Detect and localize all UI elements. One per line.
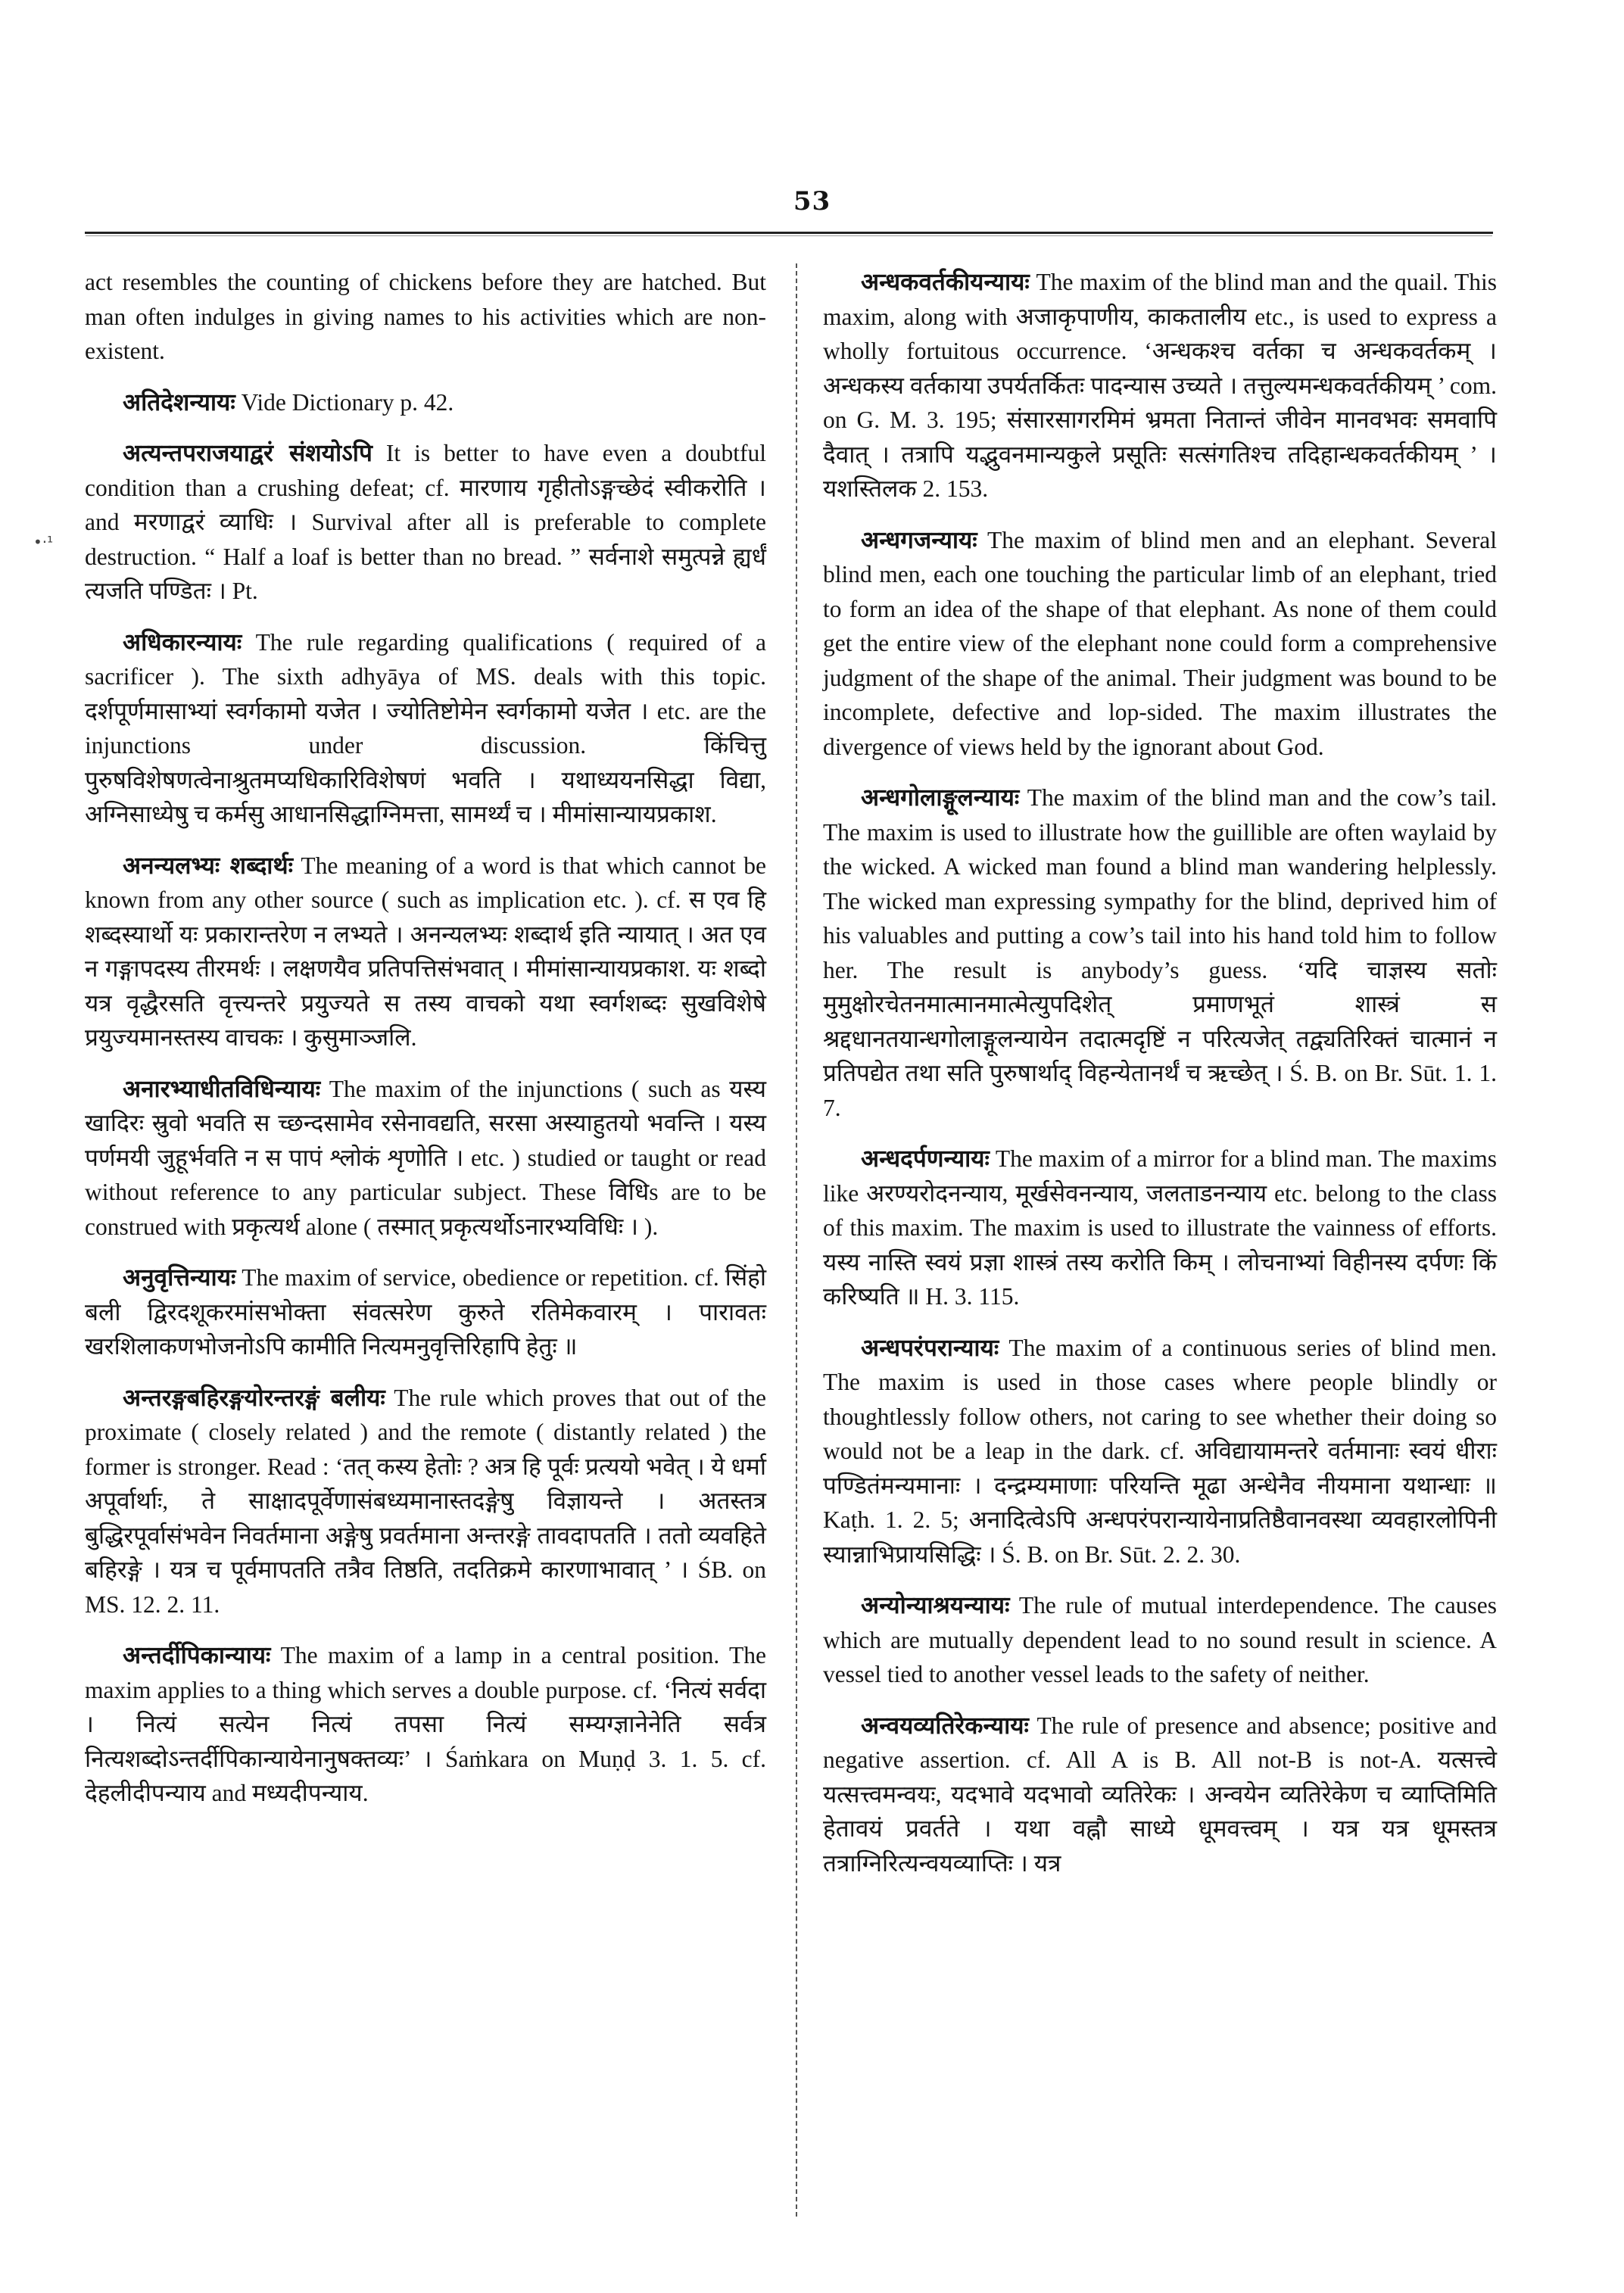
entry-text: The maxim of the blind man and the quail. This maxim, along with अजाकृपाणीय, काकतालीय etc., is used to express a wholly fortuitous occurrence. ‘अन्धकश्च वर्तका च अन्धकवर्तकम् । अन्धकस्य वर्तकाया उपर्यतर्कितः पादन्यास उच्यते । तत्तुल्यमन्धकवर्तकीयम् ’ com. on G. M. 3. 195; संसारसागरमिमं भ्रमता नितान्तं जीवेन मानवभवः समवापि दैवात् । तत्रापि यद्भुवनमान्यकुले प्रसूतिः सत्संगतिश्च तदिहान्धकवर्तकीयम् ’ । यशस्तिलक 2. 153. bbox=[823, 269, 1497, 502]
dictionary-entry bbox=[85, 625, 766, 832]
dictionary-entry bbox=[823, 1331, 1497, 1572]
column-divider bbox=[796, 263, 797, 2217]
page-number: 53 bbox=[793, 186, 831, 217]
header-rule bbox=[85, 232, 1493, 234]
entry-text: The maxim of the injunctions ( such as यस्य खादिरः स्रुवो भवति स च्छन्दसामेव रसेनावद्यति, सरसा अस्याहुतयो भवन्ति । यस्य पर्णमयी जुहूर्भवति न स पापं श्लोकं शृणोति । etc. ) studied or taught or read without reference to any particular subject. These विधिs are to be construed with प्रकृत्यर्थ alone ( तस्मात् प्रकृत्यर्थोऽनारभ्यविधिः । ). bbox=[85, 1075, 766, 1240]
entry-text: It is better to have even a doubtful condition than a crushing defeat; cf. मारणाय गृहीतोऽङ्गच्छेदं स्वीकरोति । and मरणाद्वरं व्याधिः । Survival after all is preferable to complete destruction. “ Half a loaf is better than no bread. ” सर्वनाशे समुत्पन्ने ह्यर्धं त्यजति पण्डितः । Pt. bbox=[85, 440, 766, 604]
entry-headword: अन्योन्याश्रयन्यायः bbox=[861, 1591, 1010, 1619]
entry-text: The maxim of service, obedience or repetition. cf. सिंहो बली द्विरदशूकरमांसभोक्ता संवत्सरेण कुरुते रतिमेकवारम् । पारावतः खरशिलाकणभोजनोऽपि कामीति नित्यमनुवृत्तिरिहापि हेतुः ॥ bbox=[85, 1264, 766, 1360]
entry-text: The maxim of a mirror for a blind man. The maxims like अरण्यरोदनन्याय, मूर्खसेवनन्याय, जलताडनन्याय etc. belong to the class of this maxim. The maxim is used to illustrate the vainness of efforts. यस्य नास्ति स्वयं प्रज्ञा शास्त्रं तस्य करोति किम् । लोचनाभ्यां विहीनस्य दर्पणः किं करिष्यति ॥ H. 3. 115. bbox=[823, 1145, 1497, 1310]
dictionary-entry bbox=[85, 1260, 766, 1364]
margin-mark: •·¹ bbox=[33, 533, 54, 551]
entry-headword: अन्तरङ्गबहिरङ्गयोरन्तरङ्गं बलीयः bbox=[123, 1383, 385, 1412]
dictionary-entry bbox=[823, 265, 1497, 506]
entry-headword: अनन्यलभ्यः शब्दार्थः bbox=[123, 851, 293, 880]
entry-headword: अनारभ्याधीतविधिन्यायः bbox=[123, 1074, 321, 1103]
entry-text: The rule of mutual interdependence. The causes which are mutually dependent lead to no sound result in science. A vessel tied to another vessel leads to the safety of neither. bbox=[823, 1592, 1497, 1687]
entry-text: The maxim of blind men and an elephant. Several blind men, each one touching the particular limb of an elephant, tried to form an idea of the shape of that elephant. As none of them could get the entire view of the elephant none could form a comprehensive judgment of the shape of the animal. Their judgment was bound to be incomplete, defective and lop-sided. The maxim illustrates the divergence of views held by the ignorant about God. bbox=[823, 526, 1497, 760]
entry-text: The rule which proves that out of the proximate ( closely related ) and the remote ( distantly related ) the former is stronger. Read : ‘तत् कस्य हेतोः ? अत्र हि पूर्वः प्रत्ययो भवेत् । ये धर्मा अपूर्वार्थाः, ते साक्षादपूर्वेणासंबध्यमानास्तदङ्गेषु विज्ञायन्ते । अतस्तत्र बुद्धिरपूर्वासंभवेन निवर्तमाना अङ्गेषु प्रवर्तमाना अन्तरङ्गे तावदापतति । ततो व्यवहिते बहिरङ्गे । यत्र च पूर्वमापतति तत्रैव तिष्ठति, तदतिक्रमे कारणाभावात् ’ । ŚB. on MS. 12. 2. 11. bbox=[85, 1384, 766, 1618]
entry-headword: अन्वयव्यतिरेकन्यायः bbox=[861, 1711, 1029, 1740]
dictionary-entry bbox=[85, 436, 766, 609]
entry-headword: अनुवृत्तिन्यायः bbox=[123, 1263, 236, 1291]
entry-headword: अधिकारन्यायः bbox=[123, 628, 242, 656]
entry-headword: अन्तर्दीपिकान्यायः bbox=[123, 1641, 271, 1669]
entry-headword: अन्धदर्पणन्यायः bbox=[861, 1145, 990, 1173]
dictionary-entry bbox=[823, 523, 1497, 765]
entry-headword: अत्यन्तपराजयाद्वरं संशयोऽपि bbox=[123, 439, 372, 467]
left-column bbox=[85, 265, 766, 1827]
dictionary-entry bbox=[85, 265, 766, 369]
right-column bbox=[823, 265, 1497, 1897]
dictionary-entry bbox=[85, 1072, 766, 1245]
dictionary-entry bbox=[85, 849, 766, 1055]
entry-headword: अन्धगोलाङ्गूलन्यायः bbox=[861, 784, 1020, 812]
entry-text: Vide Dictionary p. 42. bbox=[235, 388, 454, 416]
entry-headword: अतिदेशन्यायः bbox=[123, 388, 235, 416]
dictionary-entry bbox=[85, 1638, 766, 1811]
dictionary-entry bbox=[85, 385, 766, 420]
entry-text: The maxim of a lamp in a central position. The maxim applies to a thing which serves a double purpose. cf. ‘नित्यं सर्वदा । नित्यं सत्येन नित्यं तपसा नित्यं सम्यग्ज्ञानेनेति सर्वत्र नित्यशब्दोऽन्तर्दीपिकान्यायेनानुषक्तव्यः’ । Śaṁkara on Muṇḍ 3. 1. 5. cf. देहलीदीपन्याय and मध्यदीपन्याय. bbox=[85, 1642, 766, 1806]
entry-text: The meaning of a word is that which cannot be known from any other source ( such as implication etc. ). cf. स एव हि शब्दस्यार्थो यः प्रकारान्तरेण न लभ्यते । अनन्यलभ्यः शब्दार्थ इति न्यायात् । अत एव न गङ्गापदस्य तीरमर्थः । लक्षणयैव प्रतिपत्तिसंभवात् । मीमांसान्यायप्रकाश. यः शब्दो यत्र वृद्धैरसति वृत्त्यन्तरे प्रयुज्यते स तस्य वाचको यथा स्वर्गशब्दः सुखविशेषे प्रयुज्यमानस्तस्य वाचकः । कुसुमाञ्जलि. bbox=[85, 852, 766, 1051]
entry-text: The rule of presence and absence; positive and negative assertion. cf. All A is B. All not-B is not-A. यत्सत्त्वे यत्सत्त्वमन्वयः, यदभावे यदभावो व्यतिरेकः । अन्वयेन व्यतिरेकेण च व्याप्तिमिति हेतावयं प्रवर्तते । यथा वह्नौ साध्ये धूमवत्त्वम् । यत्र यत्र धूमस्तत्र तत्राग्निरित्यन्वयव्याप्तिः । यत्र bbox=[823, 1712, 1497, 1877]
dictionary-entry bbox=[823, 1588, 1497, 1692]
entry-headword: अन्धगजन्यायः bbox=[861, 525, 977, 554]
entry-text: The rule regarding qualifications ( required of a sacrificer ). The sixth adhyāya of MS. deals with this topic. दर्शपूर्णमासाभ्यां स्वर्गकामो यजेत । ज्योतिष्टोमेन स्वर्गकामो यजेत । etc. are the injunctions under discussion. किंचित्तु पुरुषविशेषणत्वेनाश्रुतमप्यधिकारिविशेषणं भवति । यथाध्ययनसिद्धा विद्या, अग्निसाध्येषु च कर्मसु आधानसिद्धाग्निमत्ता, सामर्थ्यं च । मीमांसान्यायप्रकाश. bbox=[85, 628, 766, 827]
entry-text: act resembles the counting of chickens before they are hatched. But man often indulges in giving names to his activities which are non-existent. bbox=[85, 269, 766, 364]
dictionary-entry bbox=[823, 780, 1497, 1125]
entry-headword: अन्धकवर्तकीयन्यायः bbox=[861, 268, 1030, 296]
entry-text: The maxim of a continuous series of blind men. The maxim is used in those cases where people blindly or thoughtlessly follow others, not caring to see whether their doing so would not be a leap in the dark. cf. अविद्यायामन्तरे वर्तमानाः स्वयं धीराः पण्डितंमन्यमानाः । दन्द्रम्यमाणाः परियन्ति मूढा अन्धेनैव नीयमाना यथान्धाः ॥ Kaṭh. 1. 2. 5; अनादित्वेऽपि अन्धपरंपरान्यायेनाप्रतिष्ठैवानवस्था व्यवहारलोपिनी स्यान्नाभिप्रायसिद्धिः । Ś. B. on Br. Sūt. 2. 2. 30. bbox=[823, 1334, 1497, 1568]
entry-headword: अन्धपरंपरान्यायः bbox=[861, 1333, 999, 1362]
entry-text: The maxim of the blind man and the cow’s tail. The maxim is used to illustrate how the guillible are often waylaid by the wicked. A wicked man found a blind man wandering helplessly. The wicked man expressing sympathy for the blind, deprived him of his valuables and putting a cow’s tail into his hand told him to follow her. The result is anybody’s guess. ‘यदि चाज्ञस्य सतोः मुमुक्षोरचेतनमात्मानमात्मेत्युपदिशेत् प्रमाणभूतं शास्त्रं स श्रद्दधानतयान्धगोलाङ्गूलन्यायेन तदात्मदृष्टिं न परित्यजेत् तद्व्यतिरिक्तं चात्मानं न प्रतिपद्येत तथा सति पुरुषार्थाद् विहन्येतानर्थं च ऋच्छेत् । Ś. B. on Br. Sūt. 1. 1. 7. bbox=[823, 784, 1497, 1121]
dictionary-entry bbox=[823, 1709, 1497, 1881]
dictionary-entry bbox=[85, 1381, 766, 1622]
dictionary-entry bbox=[823, 1142, 1497, 1314]
